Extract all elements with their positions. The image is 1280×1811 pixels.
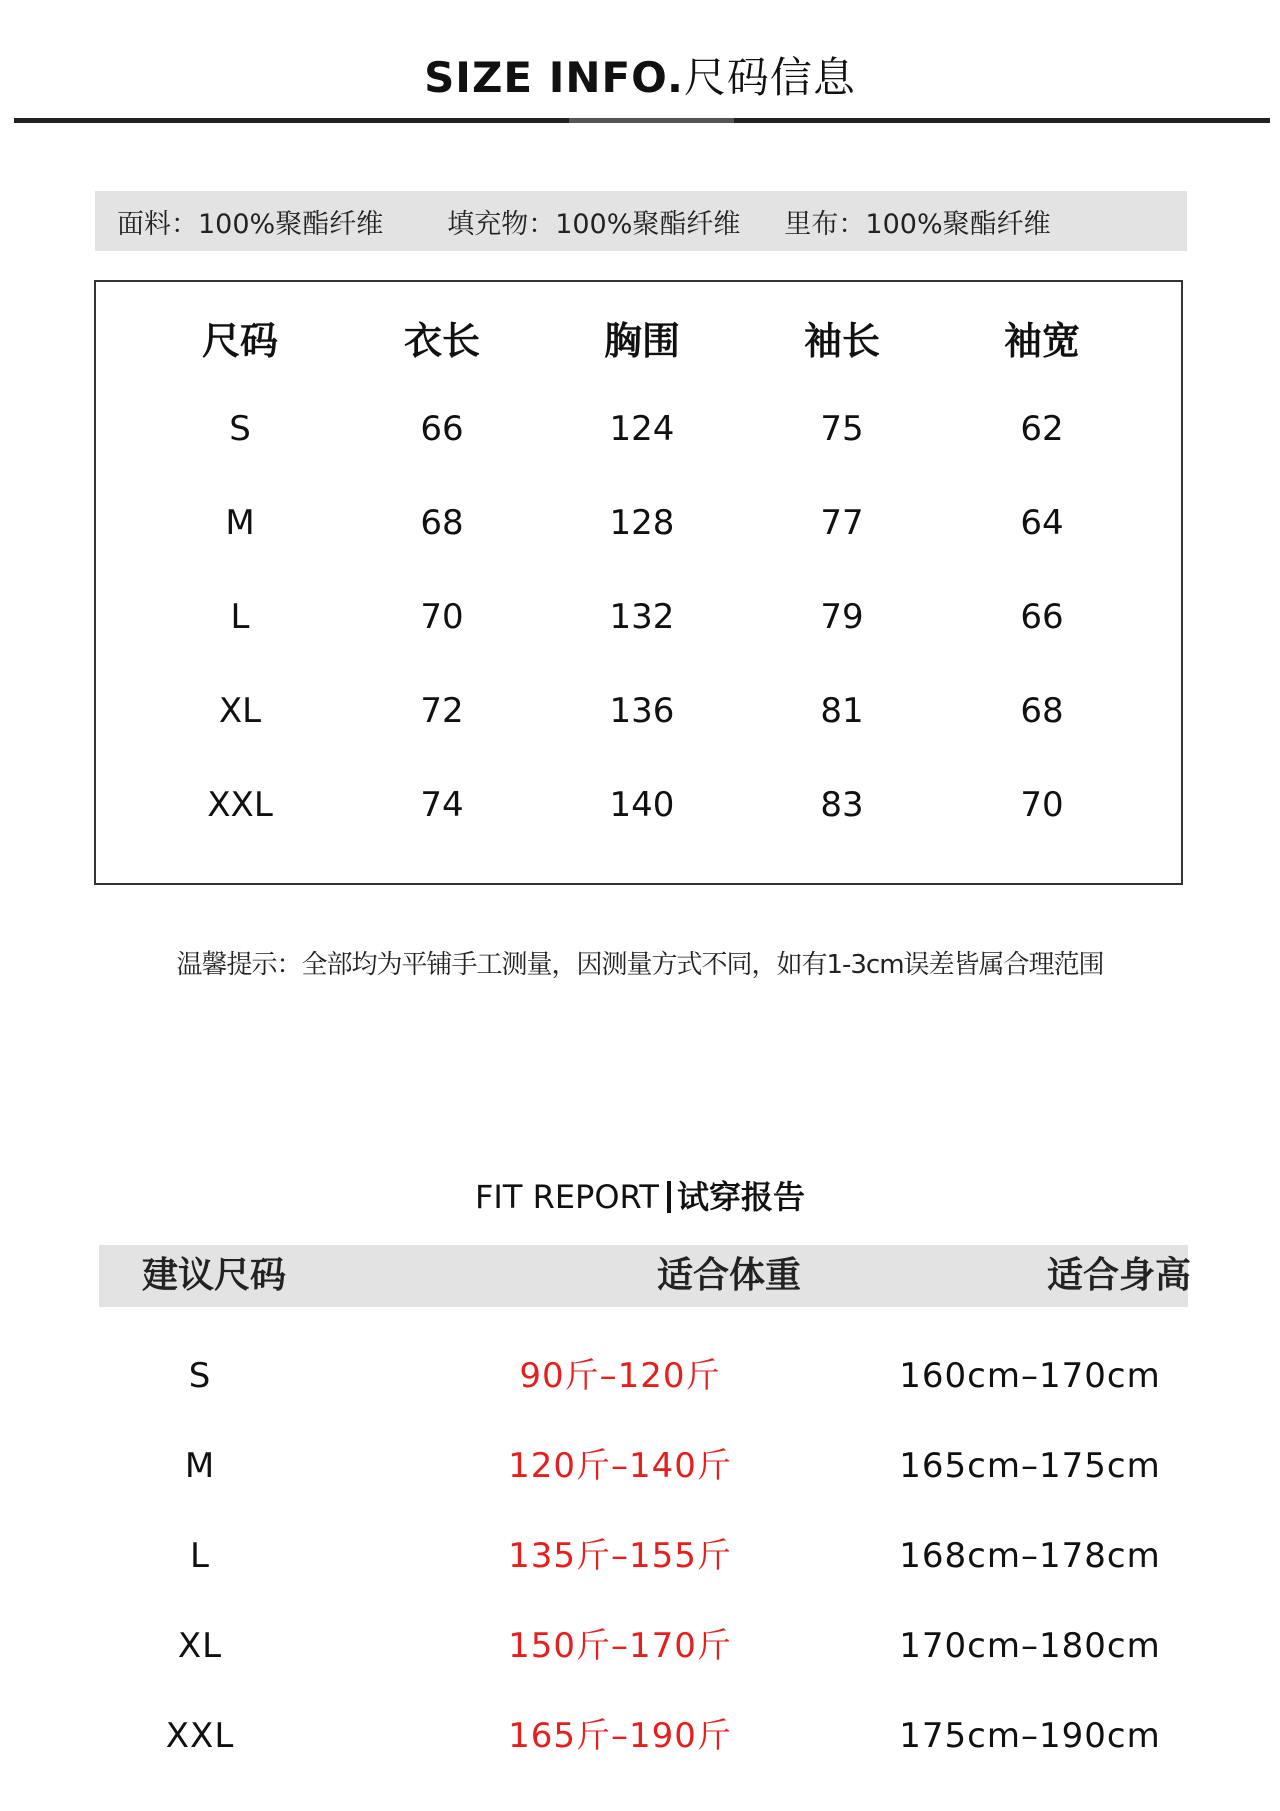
table-row xyxy=(96,681,1181,741)
cell-size: S xyxy=(229,409,251,449)
cell-sleeve-width: 66 xyxy=(1020,597,1064,637)
table-row xyxy=(96,493,1181,553)
cell-length: 74 xyxy=(420,785,464,825)
fit-weight: 135斤–155斤 xyxy=(508,1536,732,1576)
cell-sleeve-width: 62 xyxy=(1020,409,1064,449)
fit-row xyxy=(0,1436,1280,1496)
cell-size: L xyxy=(230,597,250,637)
fit-weight: 90斤–120斤 xyxy=(519,1356,721,1396)
cell-size: XXL xyxy=(207,785,273,825)
material-lining: 里布：100%聚酯纤维 xyxy=(784,208,1051,240)
material-bar xyxy=(95,191,1187,251)
fit-size: S xyxy=(188,1356,212,1396)
fit-size: L xyxy=(190,1536,210,1576)
cell-sleeve-length: 75 xyxy=(820,409,864,449)
cell-chest: 132 xyxy=(609,597,675,637)
cell-length: 68 xyxy=(420,503,464,543)
material-filling: 填充物：100%聚酯纤维 xyxy=(447,208,741,240)
material-fabric: 面料：100%聚酯纤维 xyxy=(117,208,384,240)
cell-sleeve-length: 77 xyxy=(820,503,864,543)
size-info-title-cn: 尺码信息 xyxy=(683,53,856,102)
header-height: 适合身高 xyxy=(1046,1255,1191,1296)
fit-weight: 165斤–190斤 xyxy=(508,1716,732,1756)
cell-chest: 124 xyxy=(609,409,675,449)
header-weight: 适合体重 xyxy=(656,1255,801,1296)
cell-chest: 136 xyxy=(609,691,675,731)
fit-weight: 150斤–170斤 xyxy=(508,1626,732,1666)
size-table-header xyxy=(96,311,1181,371)
fit-height: 160cm–170cm xyxy=(899,1356,1161,1396)
fit-size: M xyxy=(184,1446,216,1486)
table-row xyxy=(96,775,1181,835)
cell-length: 70 xyxy=(420,597,464,637)
size-info-title xyxy=(0,45,1280,105)
header-chest: 胸围 xyxy=(603,319,680,363)
fit-height: 168cm–178cm xyxy=(899,1536,1161,1576)
cell-length: 66 xyxy=(420,409,464,449)
fit-row xyxy=(0,1346,1280,1406)
fit-row xyxy=(0,1526,1280,1586)
fit-report-header xyxy=(99,1245,1191,1307)
fit-report-title-en: FIT REPORT xyxy=(475,1178,659,1216)
header-size: 尺码 xyxy=(201,319,278,363)
fit-report-title-cn: 试穿报告 xyxy=(676,1178,805,1216)
header-divider-accent xyxy=(569,118,734,123)
header-sleeve-width: 袖宽 xyxy=(1003,319,1080,363)
fit-row xyxy=(0,1706,1280,1766)
fit-report-title xyxy=(0,1172,1280,1218)
fit-height: 165cm–175cm xyxy=(899,1446,1161,1486)
cell-sleeve-length: 83 xyxy=(820,785,864,825)
cell-sleeve-width: 68 xyxy=(1020,691,1064,731)
cell-sleeve-width: 70 xyxy=(1020,785,1064,825)
fit-size: XL xyxy=(177,1626,223,1666)
cell-sleeve-length: 81 xyxy=(820,691,864,731)
size-info-title-en: SIZE INFO. xyxy=(424,53,684,102)
cell-chest: 128 xyxy=(609,503,675,543)
header-recommended-size: 建议尺码 xyxy=(141,1255,286,1296)
cell-chest: 140 xyxy=(609,785,675,825)
fit-height: 170cm–180cm xyxy=(899,1626,1161,1666)
table-row xyxy=(96,399,1181,459)
fit-size: XXL xyxy=(165,1716,235,1756)
fit-row xyxy=(0,1616,1280,1676)
cell-size: M xyxy=(225,503,255,543)
cell-size: XL xyxy=(218,691,262,731)
header-sleeve-length: 袖长 xyxy=(803,319,880,363)
fit-weight: 120斤–140斤 xyxy=(508,1446,732,1486)
measurement-tip: 温馨提示：全部均为平铺手工测量，因测量方式不同，如有1-3cm误差皆属合理范围 xyxy=(176,950,1104,980)
cell-sleeve-length: 79 xyxy=(820,597,864,637)
header-divider xyxy=(14,118,1270,123)
cell-sleeve-width: 64 xyxy=(1020,503,1064,543)
table-row xyxy=(96,587,1181,647)
header-length: 衣长 xyxy=(403,319,480,363)
size-table xyxy=(94,280,1183,885)
title-separator xyxy=(667,1181,671,1213)
fit-height: 175cm–190cm xyxy=(899,1716,1161,1756)
cell-length: 72 xyxy=(420,691,464,731)
